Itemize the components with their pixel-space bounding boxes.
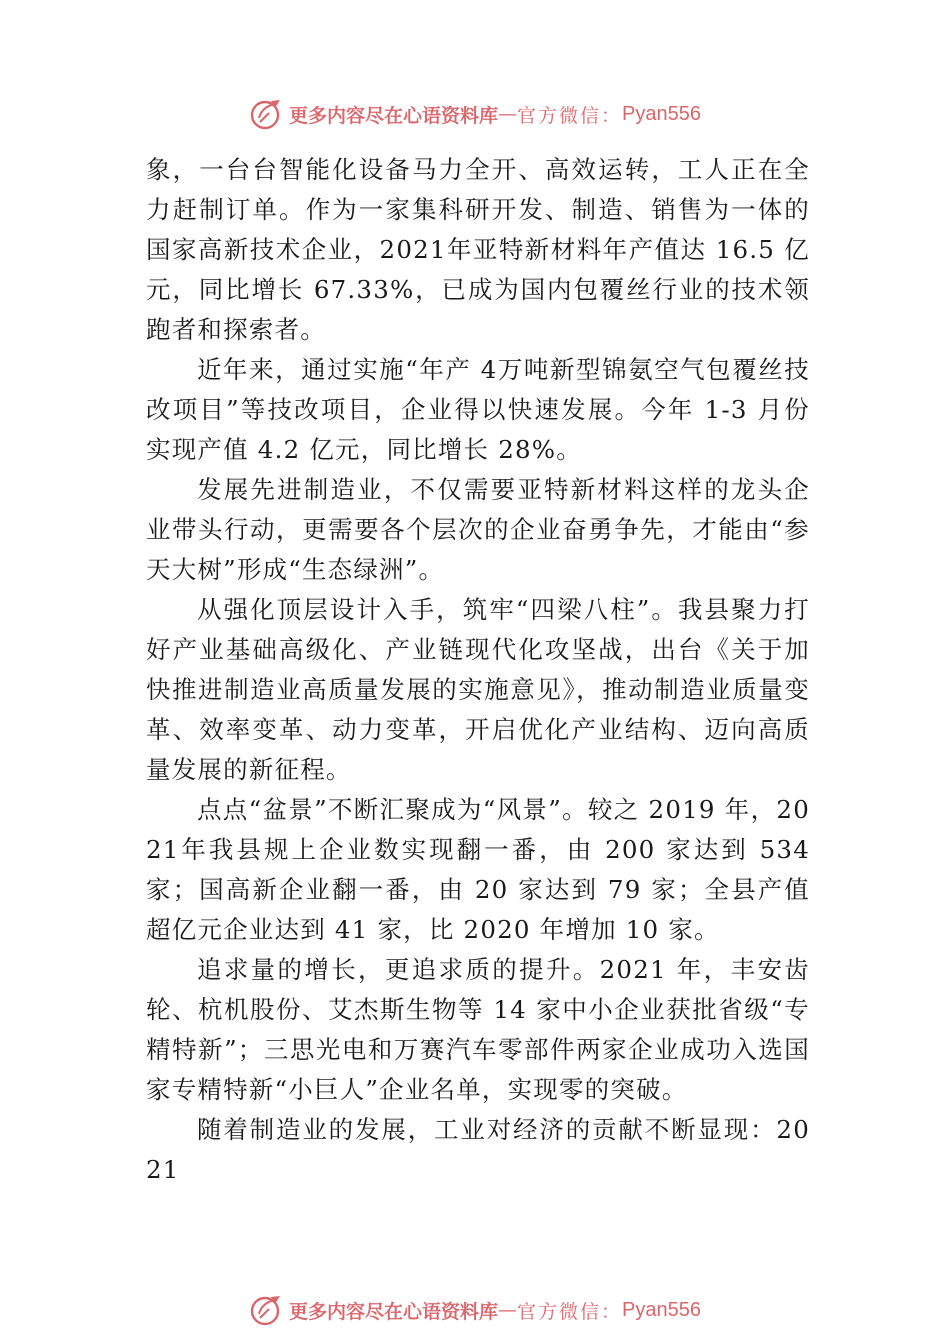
footer-wechat-label: 官方微信： xyxy=(517,1300,623,1323)
footer-brand-text: 更多内容尽在心语资料库 xyxy=(289,1300,499,1323)
banner-wechat-id: Pyan556 xyxy=(622,102,701,125)
article-body xyxy=(146,150,810,1190)
paragraph-3: 发展先进制造业，不仅需要亚特新材料这样的龙头企业带头行动，更需要各个层次的企业奋勇争先，才能由“参天大树”形成“生态绿洲”。 xyxy=(146,475,810,584)
banner-dash: — xyxy=(498,103,518,125)
footer-dash: — xyxy=(498,1299,518,1321)
paragraph-6: 追求量的增长，更追求质的提升。2021 年，丰安齿轮、杭机股份、艾杰斯生物等 14 家中小企业获批省级“专精特新”；三思光电和万赛汽车零部件两家企业成功入选国家专精特新“小巨人”企业名单，实现零的突破。 xyxy=(146,955,810,1104)
brand-logo-icon xyxy=(249,96,285,132)
paragraph-4: 从强化顶层设计入手，筑牢“四梁八柱”。我县聚力打好产业基础高级化、产业链现代化攻坚战，出台《关于加快推进制造业高质量发展的实施意见》，推动制造业质量变革、效率变革、动力变革，开启优化产业结构、迈向高质量发展的新征程。 xyxy=(146,595,810,784)
header-banner xyxy=(0,94,950,134)
paragraph-7: 随着制造业的发展，工业对经济的贡献不断显现：2021 xyxy=(146,1115,810,1184)
brand-logo-icon xyxy=(249,1292,285,1328)
footer-banner xyxy=(0,1290,950,1330)
footer-wechat-id: Pyan556 xyxy=(622,1298,701,1321)
banner-wechat-label: 官方微信： xyxy=(517,104,623,127)
banner-brand-text: 更多内容尽在心语资料库 xyxy=(289,104,499,127)
paragraph-5: 点点“盆景”不断汇聚成为“风景”。较之 2019 年，2021年我县规上企业数实现翻一番，由 200 家达到 534 家；国高新企业翻一番，由 20 家达到 79 家；全县产值超亿元企业达到 41 家，比 2020 年增加 10 家。 xyxy=(146,795,810,944)
paragraph-2: 近年来，通过实施“年产 4万吨新型锦氨空气包覆丝技改项目”等技改项目，企业得以快速发展。今年 1-3 月份实现产值 4.2 亿元，同比增长 28%。 xyxy=(146,355,810,464)
paragraph-1: 象，一台台智能化设备马力全开、高效运转，工人正在全力赶制订单。作为一家集科研开发、制造、销售为一体的国家高新技术企业，2021年亚特新材料年产值达 16.5 亿元，同比增长 67.33%，已成为国内包覆丝行业的技术领跑者和探索者。 xyxy=(146,155,810,344)
